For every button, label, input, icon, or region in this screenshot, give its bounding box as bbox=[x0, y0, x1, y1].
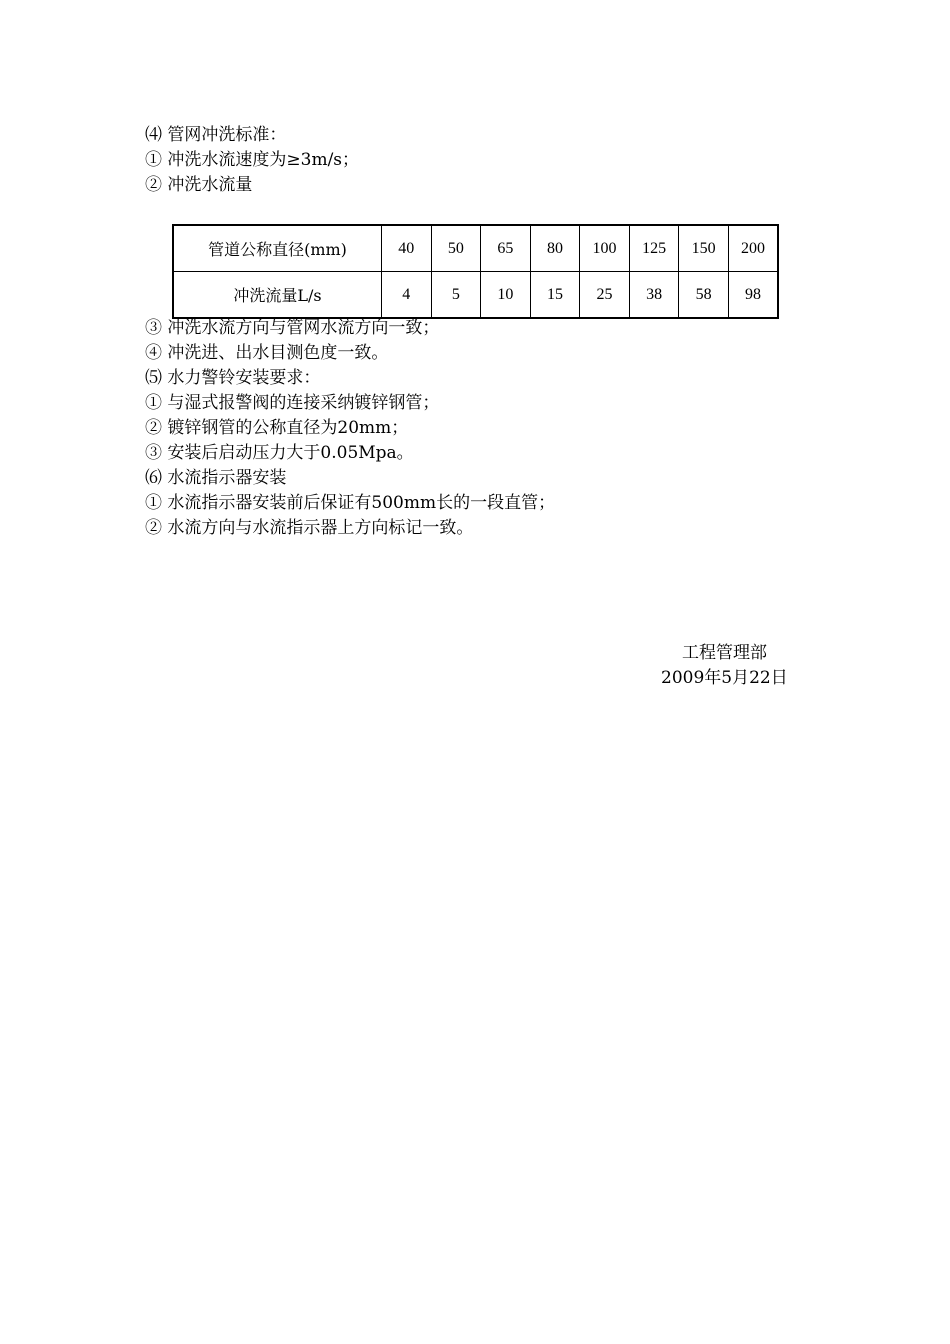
section-6-heading: ⑹ 水流指示器安装 bbox=[145, 468, 287, 488]
table-cell: 5 bbox=[431, 272, 481, 319]
alarm-pressure-item: ③ 安装后启动压力大于0.05Mpa。 bbox=[145, 443, 414, 463]
table-cell: 4 bbox=[382, 272, 432, 319]
alarm-diameter-item: ② 镀锌钢管的公称直径为20mm； bbox=[145, 418, 409, 438]
table-cell: 40 bbox=[382, 225, 432, 272]
table-row bbox=[173, 225, 778, 272]
table-cell: 15 bbox=[530, 272, 580, 319]
table-cell: 100 bbox=[580, 225, 630, 272]
table-cell: 98 bbox=[728, 272, 778, 319]
indicator-direction-item: ② 水流方向与水流指示器上方向标记一致。 bbox=[145, 518, 474, 538]
section-4-heading: ⑷ 管网冲洗标准： bbox=[145, 125, 287, 145]
indicator-pipe-item: ① 水流指示器安装前后保证有500mm长的一段直管； bbox=[145, 493, 556, 513]
alarm-pipe-item: ① 与湿式报警阀的连接采纳镀锌钢管； bbox=[145, 393, 440, 413]
flush-flow-item: ② 冲洗水流量 bbox=[145, 175, 253, 195]
row-label-flow: 冲洗流量L/s bbox=[173, 272, 382, 319]
table-cell: 125 bbox=[629, 225, 679, 272]
section-5-heading: ⑸ 水力警铃安装要求： bbox=[145, 368, 321, 388]
table-cell: 200 bbox=[728, 225, 778, 272]
table-cell: 25 bbox=[580, 272, 630, 319]
signature-date: 2009年5月22日 bbox=[661, 668, 788, 688]
table-row bbox=[173, 272, 778, 319]
table-cell: 58 bbox=[679, 272, 729, 319]
table-cell: 65 bbox=[481, 225, 531, 272]
table-cell: 80 bbox=[530, 225, 580, 272]
flush-direction-item: ③ 冲洗水流方向与管网水流方向一致； bbox=[145, 318, 440, 338]
flush-speed-item: ① 冲洗水流速度为≥3m/s； bbox=[145, 150, 360, 170]
table-cell: 50 bbox=[431, 225, 481, 272]
row-label-diameter: 管道公称直径(mm) bbox=[173, 225, 382, 272]
table-cell: 150 bbox=[679, 225, 729, 272]
flush-flow-table bbox=[172, 224, 779, 319]
table-cell: 38 bbox=[629, 272, 679, 319]
table-cell: 10 bbox=[481, 272, 531, 319]
flush-color-item: ④ 冲洗进、出水目测色度一致。 bbox=[145, 343, 389, 363]
signature-department: 工程管理部 bbox=[682, 643, 767, 663]
